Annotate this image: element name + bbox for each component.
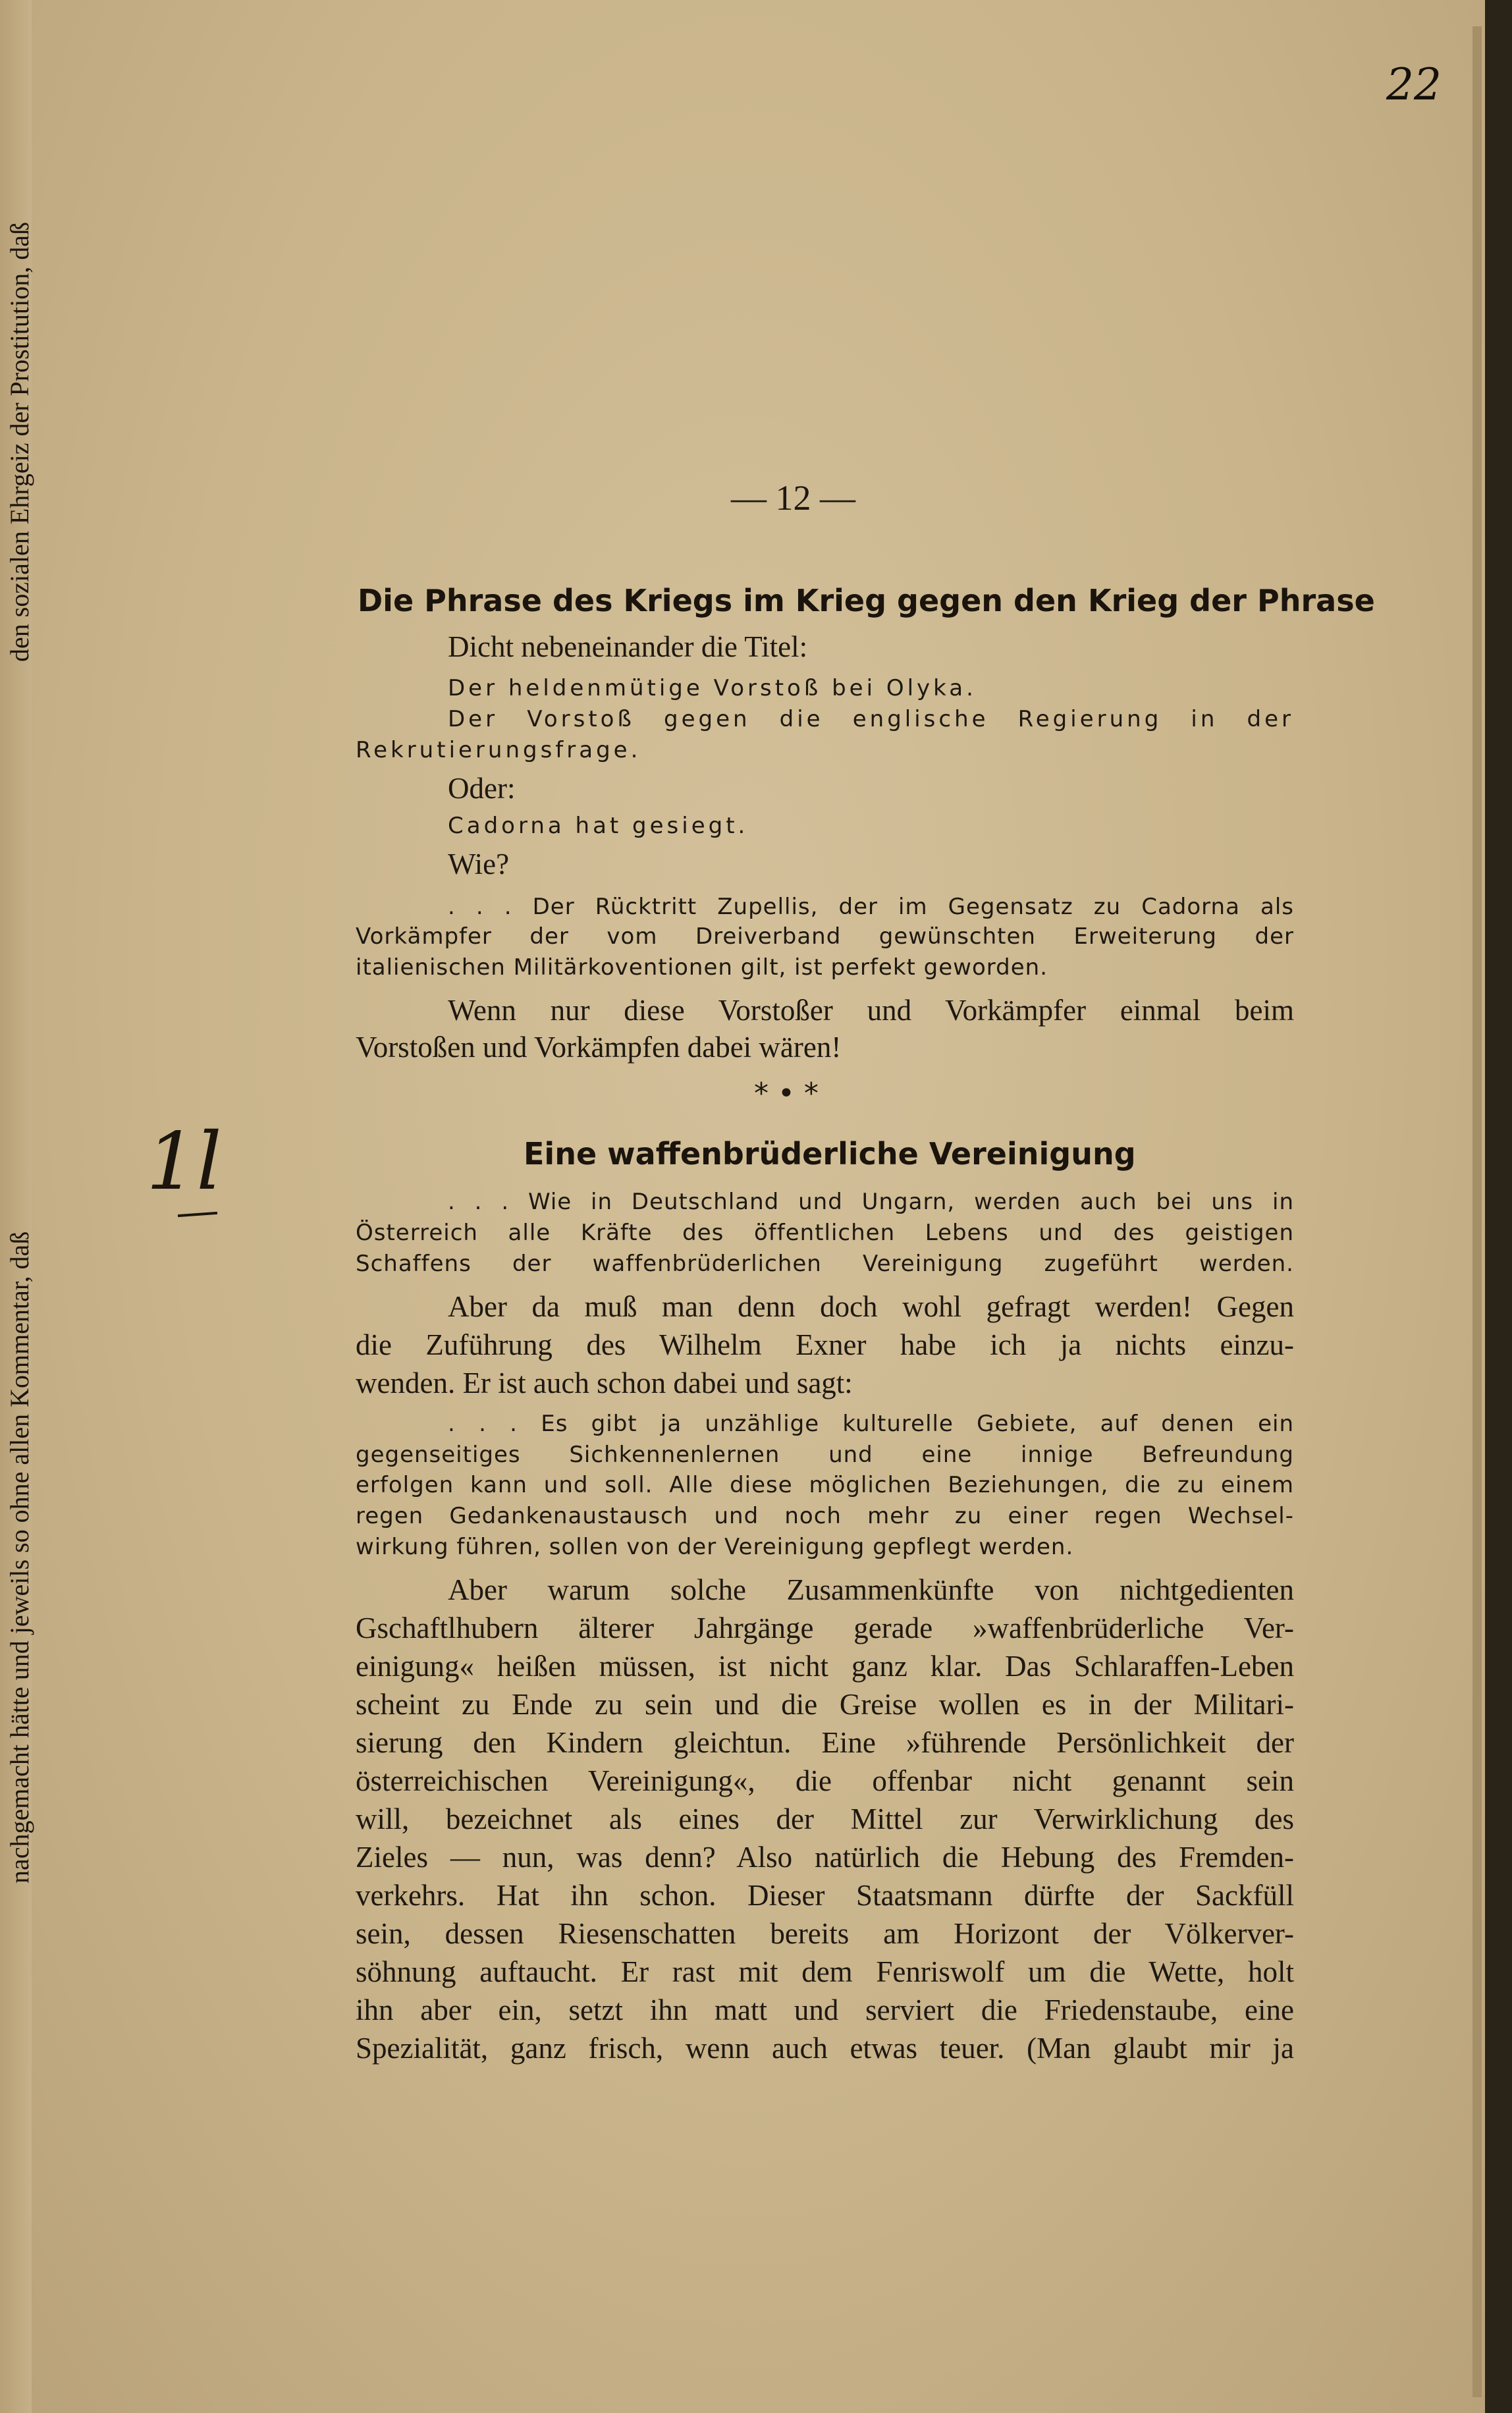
text-line: . . . Wie in Deutschland und Ungarn, werden auch bei uns in [448,1189,1294,1215]
text-line: Vorkämpfer der vom Dreiverband gewünschten Erweiterung der [356,923,1294,950]
page-edge [1472,26,1482,2397]
text-line: Österreich alle Kräfte des öffentlichen Lebens und des geistigen [356,1220,1294,1246]
text-line: erfolgen kann und soll. Alle diese möglichen Beziehungen, die zu einem [356,1472,1294,1498]
text-line: sein, dessen Riesenschatten bereits am Horizont der Völkerver- [356,1917,1294,1950]
text-line: Der Vorstoß gegen die englische Regierung in der [448,706,1294,732]
margin-note-bottom: nachgemacht hätte und jeweils so ohne allen Kommentar, daß [5,1231,34,1884]
margin-note-top: den sozialen Ehrgeiz der Prostitution, daß [5,222,34,662]
text-line: . . . Es gibt ja unzählige kulturelle Gebiete, auf denen ein [448,1411,1294,1437]
text-line: Rekrutierungsfrage. [356,737,641,763]
text-line: Schaffens der waffenbrüderlichen Vereinigung zugeführt werden. [356,1251,1294,1277]
text-line: wirkung führen, sollen von der Vereinigung gepflegt werden. [356,1534,1074,1560]
text-line: wenden. Er ist auch schon dabei und sagt: [356,1367,853,1399]
handwritten-folio-number: 22 [1386,59,1442,110]
text-line: ihn aber ein, setzt ihn matt und serviert die Friedenstaube, eine [356,1993,1294,2026]
text-line: einigung« heißen müssen, ist nicht ganz klar. Das Schlaraffen-Leben [356,1650,1294,1683]
text-line: die Zuführung des Wilhelm Exner habe ich ja nichts einzu- [356,1328,1294,1361]
text-line: Dicht nebeneinander die Titel: [448,630,808,663]
text-line: Oder: [448,772,516,805]
text-line: scheint zu Ende zu sein und die Greise wollen es in der Militari- [356,1688,1294,1721]
text-line: Spezialität, ganz frisch, wenn auch etwas teuer. (Man glaubt mir ja [356,2032,1294,2065]
text-line: will, bezeichnet als eines der Mittel zur Verwirklichung des [356,1803,1294,1835]
text-line: regen Gedankenaustausch und noch mehr zu einer regen Wechsel- [356,1503,1294,1529]
text-line: gegenseitiges Sichkennenlernen und eine innige Befreundung [356,1442,1294,1468]
text-line: Cadorna hat gesiegt. [448,813,749,839]
text-line: Vorstoßen und Vorkämpfen dabei wären! [356,1031,842,1064]
text-line: verkehrs. Hat ihn schon. Dieser Staatsmann dürfte der Sackfüll [356,1879,1294,1912]
text-line: Zieles — nun, was denn? Also natürlich die Hebung des Fremden- [356,1841,1294,1874]
text-line: österreichischen Vereinigung«, die offenbar nicht genannt sein [356,1764,1294,1797]
section-heading-phrase: Die Phrase des Kriegs im Krieg gegen den Krieg der Phrase [358,583,1375,618]
text-line: söhnung auftaucht. Er rast mit dem Fenriswolf um die Wette, holt [356,1955,1294,1988]
page-number: — 12 — [731,478,855,518]
section-separator: * • * [754,1077,819,1110]
text-line: Aber warum solche Zusammenkünfte von nichtgedienten [448,1573,1294,1606]
text-line: . . . Der Rücktritt Zupellis, der im Gegensatz zu Cadorna als [448,894,1294,920]
text-line: Aber da muß man denn doch wohl gefragt werden! Gegen [448,1290,1294,1323]
text-line: Wenn nur diese Vorstoßer und Vorkämpfer einmal beim [448,994,1294,1027]
text-line: sierung den Kindern gleichtun. Eine »führende Persönlichkeit der [356,1726,1294,1759]
text-line: italienischen Militärkoventionen gilt, ist perfekt geworden. [356,954,1048,981]
handwritten-margin-mark: 1l [146,1116,222,1208]
text-line: Der heldenmütige Vorstoß bei Olyka. [448,675,977,701]
text-line: Wie? [448,848,510,881]
section-heading-vereinigung: Eine waffenbrüderliche Vereinigung [524,1136,1136,1172]
text-line: Gschaftlhubern älterer Jahrgänge gerade »waffenbrüderliche Ver- [356,1612,1294,1644]
